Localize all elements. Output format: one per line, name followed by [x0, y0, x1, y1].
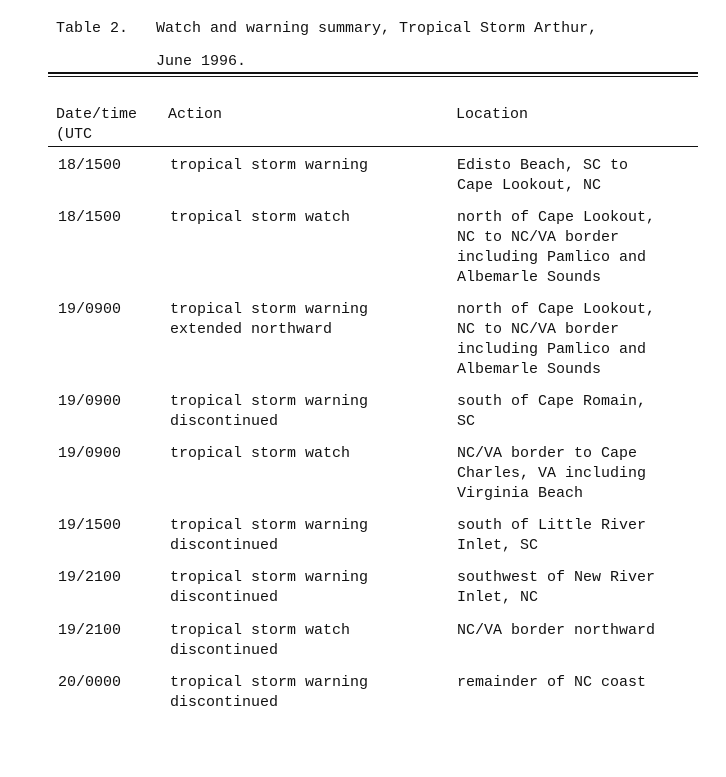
row-date: 19/2100 — [58, 622, 122, 639]
row-location: remainder of NC coast — [457, 674, 647, 691]
row-action: tropical storm watch — [170, 445, 351, 462]
row-location: north of Cape Lookout, NC to NC/VA border including Pamlico and Albemarle Sounds — [457, 301, 656, 378]
row-location: south of Cape Romain, SC — [457, 393, 647, 430]
row-action: tropical storm watch discontinued — [170, 622, 351, 659]
top-double-rule-lower — [48, 76, 698, 77]
row-date: 19/0900 — [58, 301, 122, 318]
row-location: south of Little River Inlet, SC — [457, 517, 647, 554]
row-action: tropical storm watch — [170, 209, 351, 226]
row-action: tropical storm warning discontinued — [170, 393, 369, 430]
row-location: southwest of New River Inlet, NC — [457, 569, 656, 606]
row-action: tropical storm warning discontinued — [170, 517, 369, 554]
row-date: 19/0900 — [58, 393, 122, 410]
table-caption-label: Table 2. — [56, 20, 129, 37]
row-action: tropical storm warning extended northward — [170, 301, 369, 338]
table-caption-title: Watch and warning summary, Tropical Storm Arthur, — [156, 20, 598, 37]
row-date: 19/2100 — [58, 569, 122, 586]
row-date: 19/1500 — [58, 517, 122, 534]
row-action: tropical storm warning discontinued — [170, 569, 369, 606]
row-location: north of Cape Lookout, NC to NC/VA border including Pamlico and Albemarle Sounds — [457, 209, 656, 286]
header-date-time: Date/time (UTC — [56, 106, 138, 143]
header-rule — [48, 146, 698, 147]
table-caption-title-continued: June 1996. — [156, 53, 247, 70]
header-location: Location — [456, 106, 529, 123]
row-action: tropical storm warning discontinued — [170, 674, 369, 711]
row-date: 20/0000 — [58, 674, 122, 691]
row-location: NC/VA border to Cape Charles, VA including Virginia Beach — [457, 445, 647, 502]
row-date: 18/1500 — [58, 209, 122, 226]
header-action: Action — [168, 106, 223, 123]
row-date: 19/0900 — [58, 445, 122, 462]
row-location: Edisto Beach, SC to Cape Lookout, NC — [457, 157, 629, 194]
row-action: tropical storm warning — [170, 157, 369, 174]
row-location: NC/VA border northward — [457, 622, 656, 639]
row-date: 18/1500 — [58, 157, 122, 174]
top-double-rule-upper — [48, 72, 698, 74]
